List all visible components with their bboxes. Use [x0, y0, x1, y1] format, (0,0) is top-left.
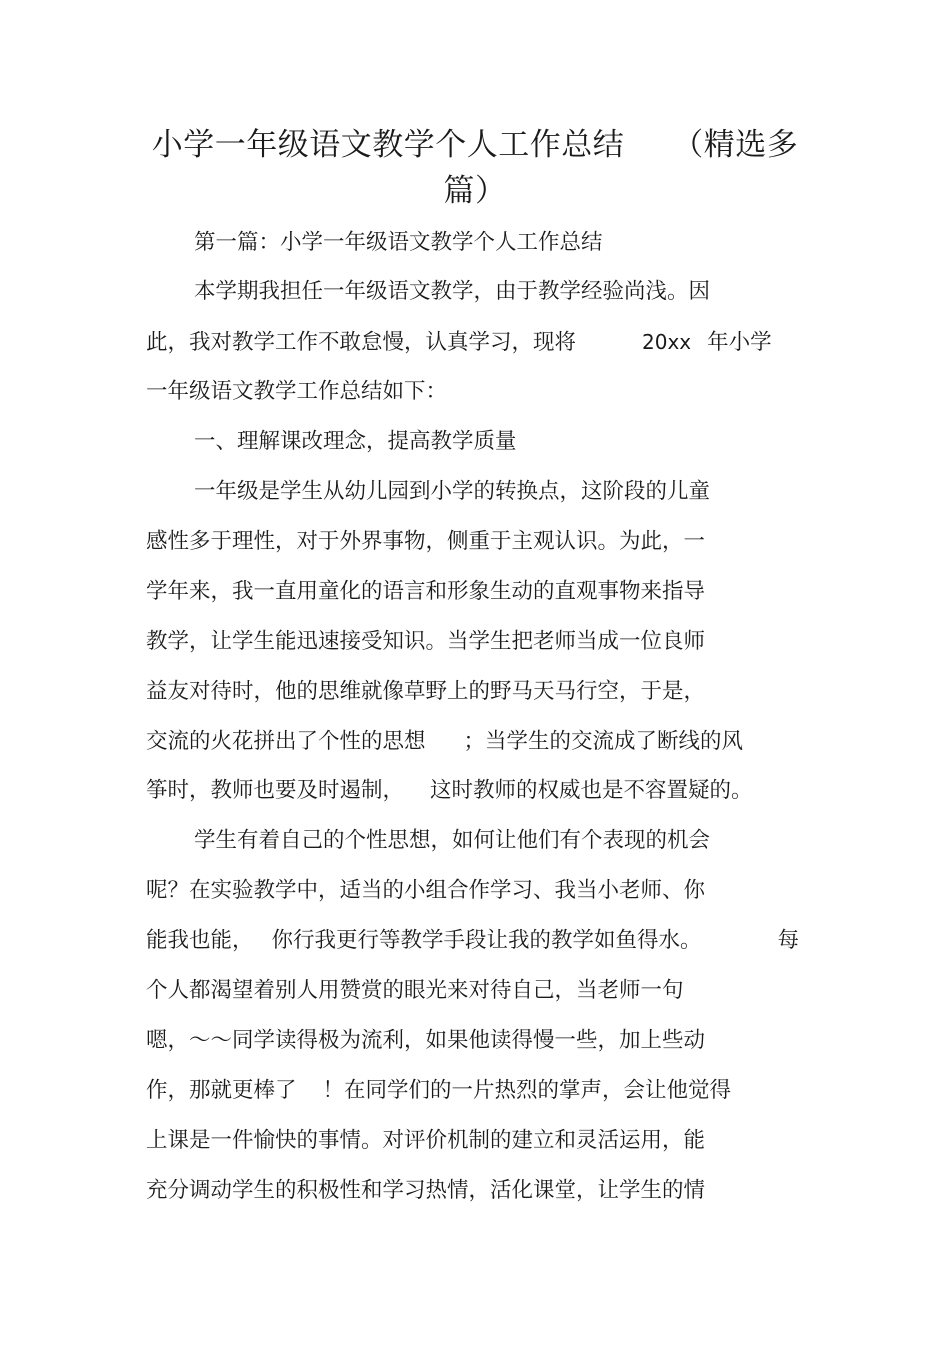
paragraph-line: 益友对待时，他的思维就像草野上的野马天马行空，于是，	[146, 679, 706, 704]
paragraph-line: 此，我对教学工作不敢怠慢，认真学习，现将 20xx 年小学	[146, 330, 772, 355]
paragraph-line: 嗯，～～同学读得极为流利，如果他读得慢一些，加上些动	[146, 1028, 706, 1053]
title-line-1	[152, 127, 799, 163]
paragraph-line: 能我也能， 你行我更行等教学手段让我的教学如鱼得水。 每	[146, 928, 800, 953]
paragraph-line: 本学期我担任一年级语文教学，由于教学经验尚浅。因	[194, 279, 711, 304]
title-main-text: 小学一年级语文教学个人工作总结	[151, 127, 625, 163]
paragraph-line: 学生有着自己的个性思想，如何让他们有个表现的机会	[194, 828, 711, 853]
paragraph-line: 教学，让学生能迅速接受知识。当学生把老师当成一位良师	[146, 629, 706, 654]
paragraph-line: 呢？在实验教学中，适当的小组合作学习、我当小老师、你	[146, 878, 706, 903]
paragraph-line: 充分调动学生的积极性和学习热情，活化课堂，让学生的情	[146, 1178, 706, 1203]
document-title	[100, 122, 850, 214]
section-heading-1: 第一篇：小学一年级语文教学个人工作总结	[194, 230, 603, 255]
paragraph-line: 一年级是学生从幼儿园到小学的转换点，这阶段的儿童	[194, 479, 711, 504]
paragraph-line: 上课是一件愉快的事情。对评价机制的建立和灵活运用，能	[146, 1128, 706, 1153]
subheading: 一、理解课改理念，提高教学质量	[194, 429, 517, 454]
title-line-2: 篇）	[443, 173, 507, 209]
paragraph-line: 一年级语文教学工作总结如下：	[146, 379, 448, 404]
paragraph-line: 感性多于理性，对于外界事物，侧重于主观认识。为此，一	[146, 529, 706, 554]
paragraph-line: 交流的火花拼出了个性的思想 ；当学生的交流成了断线的风	[146, 729, 744, 754]
paragraph-line: 作，那就更棒了 ！在同学们的一片热烈的掌声，会让他觉得	[146, 1078, 732, 1103]
paragraph-line: 学年来，我一直用童化的语言和形象生动的直观事物来指导	[146, 579, 706, 604]
paragraph-line: 个人都渴望着别人用赞赏的眼光来对待自己，当老师一句	[146, 978, 684, 1003]
paragraph-line: 筝时，教师也要及时遏制， 这时教师的权威也是不容置疑的。	[146, 778, 753, 803]
title-suffix-text: （精选多	[672, 127, 799, 163]
